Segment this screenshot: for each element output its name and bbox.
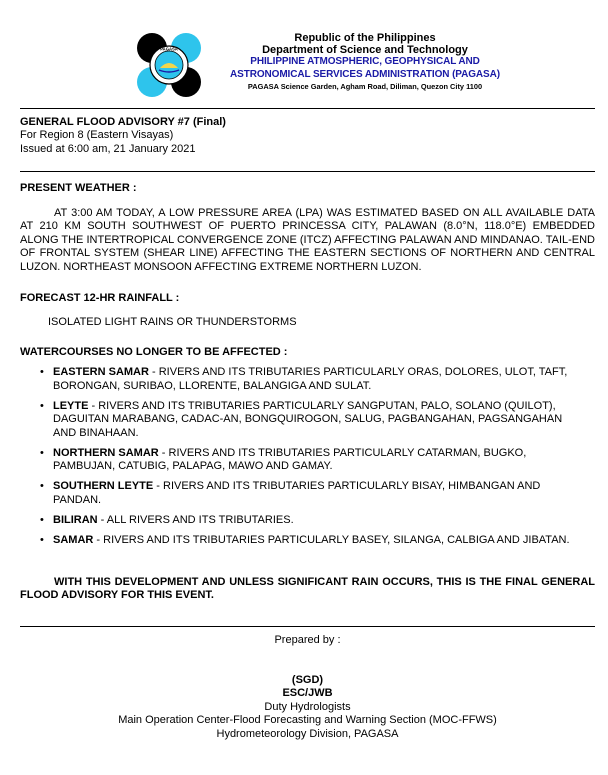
bullet-icon: • <box>40 480 44 492</box>
closing-statement: WITH THIS DEVELOPMENT AND UNLESS SIGNIFICANT RAIN OCCURS, THIS IS THE FINAL GENERAL FLOOD ADVISORY FOR THIS EVENT. <box>20 576 595 602</box>
watercourse-item <box>40 480 595 507</box>
signature-section: Main Operation Center-Flood Forecasting and Warning Section (MOC-FFWS) <box>118 714 497 727</box>
present-weather-heading: PRESENT WEATHER : <box>20 182 137 194</box>
bullet-icon: • <box>40 366 44 378</box>
signature-initials: ESC/JWB <box>282 687 333 700</box>
bullet-icon: • <box>40 399 44 412</box>
letterhead <box>136 28 596 98</box>
forecast-heading: FORECAST 12-HR RAINFALL : <box>20 292 180 304</box>
area-name: SAMAR <box>53 533 94 546</box>
prepared-by: Prepared by : <box>274 634 341 646</box>
watercourse-item <box>40 399 595 441</box>
watercourse-list <box>20 366 595 554</box>
area-rivers: - RIVERS AND ITS TRIBUTARIES PARTICULARLY BASEY, SILANGA, CALBIGA AND JIBATAN. <box>93 533 570 546</box>
agency-line-1: PHILIPPINE ATMOSPHERIC, GEOPHYSICAL AND <box>250 56 480 68</box>
bullet-icon: • <box>40 446 44 459</box>
watercourses-heading: WATERCOURSES NO LONGER TO BE AFFECTED : <box>20 346 288 358</box>
logo-ring-text: PAGASA <box>160 46 178 52</box>
advisory-info <box>20 116 595 156</box>
advisory-title: GENERAL FLOOD ADVISORY #7 (Final) <box>20 116 226 128</box>
agency-line-2: ASTRONOMICAL SERVICES ADMINISTRATION (PAGASA) <box>230 68 500 80</box>
watercourse-item <box>40 513 595 528</box>
agency-address: PAGASA Science Garden, Agham Road, Diliman, Quezon City 1100 <box>247 81 483 91</box>
signature-division: Hydrometeorology Division, PAGASA <box>216 727 399 740</box>
watercourse-item <box>40 366 595 393</box>
divider-bottom <box>20 626 595 627</box>
republic-line: Republic of the Philippines <box>294 32 436 44</box>
divider-top <box>20 108 595 109</box>
bullet-icon: • <box>40 533 44 546</box>
bullet-icon: • <box>40 513 44 526</box>
signature-role: Duty Hydrologists <box>264 700 351 713</box>
area-name: EASTERN SAMAR <box>53 366 149 378</box>
area-rivers: - RIVERS AND ITS TRIBUTARIES PARTICULARLY CATARMAN, BUGKO, PAMBUJAN, CATUBIG, PALAPAG, MAWO AND GAMAY. <box>53 446 527 472</box>
advisory-region: For Region 8 (Eastern Visayas) <box>20 129 174 142</box>
forecast-text: ISOLATED LIGHT RAINS OR THUNDERSTORMS <box>48 316 297 328</box>
area-name: NORTHERN SAMAR <box>53 446 159 459</box>
advisory-issued: Issued at 6:00 am, 21 January 2021 <box>20 142 196 155</box>
area-rivers: - RIVERS AND ITS TRIBUTARIES PARTICULARLY SANGPUTAN, PALO, SOLANO (QUILOT), DAGUITAN MARABANG, CADAC-AN, BONGQUIROGON, SALUG, PAGBANGAHAN, PAGSANGAHAN AND BINAHAAN. <box>53 399 563 439</box>
area-rivers: - ALL RIVERS AND ITS TRIBUTARIES. <box>97 513 294 526</box>
area-name: BILIRAN <box>53 513 98 526</box>
divider-advisory <box>20 171 595 172</box>
watercourse-item <box>40 446 595 474</box>
area-rivers: - RIVERS AND ITS TRIBUTARIES PARTICULARLY ORAS, DOLORES, ULOT, TAFT, BORONGAN, SURIBAO, LLORENTE, BALANGIGA AND SULAT. <box>53 366 568 392</box>
area-name: SOUTHERN LEYTE <box>53 480 154 492</box>
present-weather-text: AT 3:00 AM TODAY, A LOW PRESSURE AREA (LPA) WAS ESTIMATED BASED ON ALL AVAILABLE DATA AT 210 KM SOUTH SOUTHWEST OF PUERTO PRINCESSA CITY, PALAWAN (8.0°N, 118.0°E) EMBEDDED ALONG THE INTERTROPICAL CONVERGENCE ZONE (ITCZ) AFFECTING PALAWAN AND MINDANAO. TAIL-END OF FRONTAL SYSTEM (SHEAR LINE) AFFECTING THE EASTERN SECTIONS OF NORTHERN AND CENTRAL LUZON. NORTHEAST MONSOON AFFECTING EXTREME NORTHERN LUZON. <box>20 207 595 273</box>
pagasa-logo <box>136 32 202 98</box>
signature-sgd: (SGD) <box>291 674 324 686</box>
signature-block <box>20 674 595 741</box>
watercourse-item <box>40 533 595 548</box>
department-line: Department of Science and Technology <box>262 44 468 57</box>
agency-header <box>206 32 524 93</box>
area-name: LEYTE <box>53 399 89 412</box>
area-rivers: - RIVERS AND ITS TRIBUTARIES PARTICULARLY BISAY, HIMBANGAN AND PANDAN. <box>53 480 541 506</box>
